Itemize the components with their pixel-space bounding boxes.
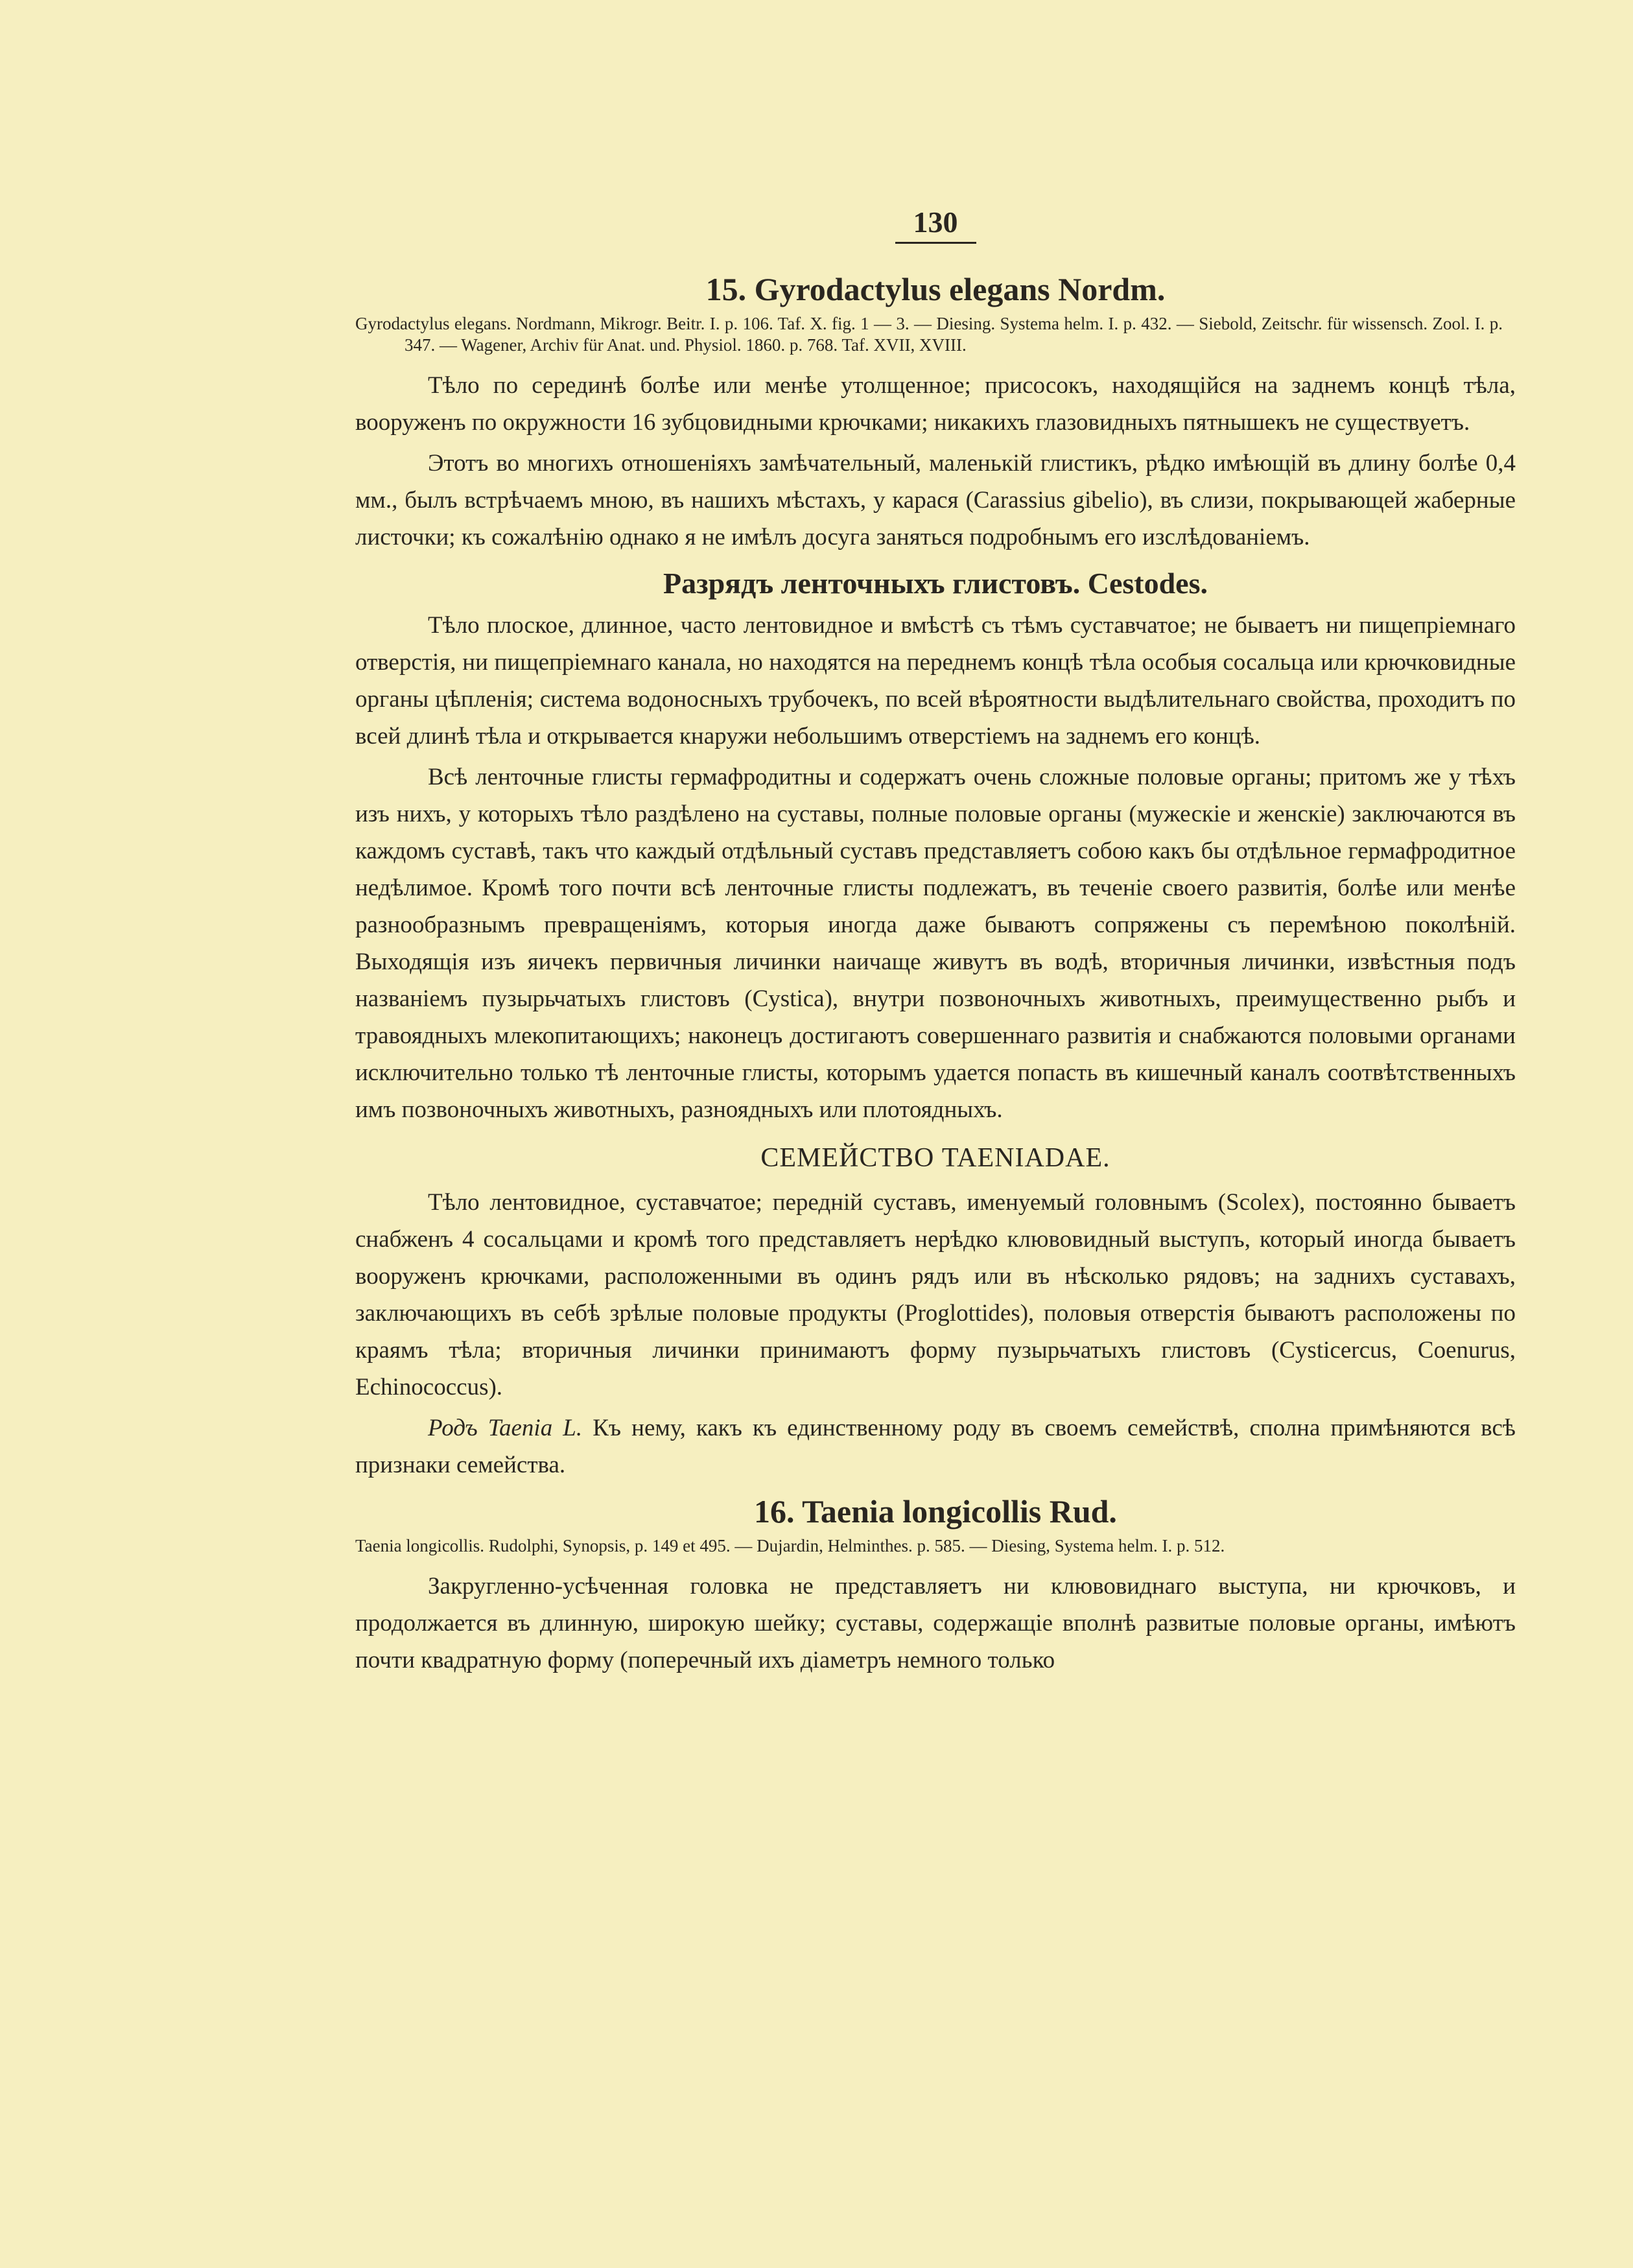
taenia-genus-label: Родъ Taenia L. <box>428 1414 583 1441</box>
page-number-text: 130 <box>895 206 976 244</box>
taeniadae-family-title: СЕМЕЙСТВО TAENIADAE. <box>760 1142 1110 1173</box>
cestodes-description: Тѣло плоское, длинное, часто лентовидное и вмѣстѣ съ тѣмъ суставчатое; не бываетъ ни пищепріемнаго отверстія, ни пищепріемнаго канала, но находятся на переднемъ концѣ тѣла особыя сосальца или крючковидные органы цѣпленія; система водоносныхъ трубочекъ, по всей вѣроятности выдѣлительнаго свойства, проходитъ по всей длинѣ тѣла и открывается кнаружи небольшимъ отверстіемъ на заднемъ его концѣ. <box>355 612 1516 750</box>
page-number <box>355 206 1516 244</box>
species-15-remarks: Этотъ во многихъ отношеніяхъ замѣчательный, маленькій глистикъ, рѣдко имѣющій въ длину болѣе 0,4 мм., былъ встрѣчаемъ мною, въ нашихъ мѣстахъ, у карася (Carassius gibelio), въ слизи, покрывающей жаберные листочки; къ сожалѣнію однако я не имѣлъ досуга заняться подробнымъ его изслѣдованіемъ. <box>355 449 1516 550</box>
species-15-reference: Gyrodactylus elegans. Nordmann, Mikrogr. Beitr. I. p. 106. Taf. X. fig. 1 — 3. — Diesing. Systema helm. I. p. 432. — Siebold, Zeitschr. für wissensch. Zool. I. p. 347. — Wagener, Archiv für Anat. und. Physiol. 1860. p. 768. Taf. XVII, XVIII. <box>355 314 1503 355</box>
cestodes-development: Всѣ ленточные глисты гермафродитны и содержатъ очень сложные половые органы; притомъ же у тѣхъ изъ нихъ, у которыхъ тѣло раздѣлено на суставы, полные половые органы (мужескіе и женскіе) заключаются въ каждомъ суставѣ, такъ что каждый отдѣльный суставъ представляетъ собою какъ бы отдѣльное гермафродитное недѣлимое. Кромѣ того почти всѣ ленточные глисты подлежатъ, въ теченіе своего развитія, болѣе или менѣе разнообразнымъ превращеніямъ, которыя иногда даже бываютъ сопряжены съ перемѣною поколѣній. Выходящія изъ яичекъ первичныя личинки наичаще живутъ въ водѣ, вторичныя личинки, извѣстныя подъ названіемъ пузырьчатыхъ глистовъ (Cystica), внутри позвоночныхъ животныхъ, преимущественно рыбъ и травоядныхъ млекопитающихъ; наконецъ достигаютъ совершеннаго развитія и снабжаются половыми органами исключительно только тѣ ленточные глисты, которымъ удается попасть въ кишечный каналъ соотвѣтственныхъ имъ позвоночныхъ животныхъ, разноядныхъ или плотоядныхъ. <box>355 763 1516 1123</box>
species-16-reference: Taenia longicollis. Rudolphi, Synopsis, p. 149 et 495. — Dujardin, Helminthes. p. 585. — Diesing, Systema helm. I. p. 512. <box>355 1536 1225 1556</box>
species-16-title: 16. Taenia longicollis Rud. <box>754 1493 1117 1530</box>
taenia-genus-text: Къ нему, какъ къ единственному роду въ своемъ семействѣ, сполна примѣняются всѣ признаки семейства. <box>355 1414 1516 1478</box>
cestodes-order-title: Разрядъ ленточныхъ глистовъ. Cestodes. <box>663 566 1208 600</box>
species-16-description: Закругленно-усѣченная головка не представляетъ ни клювовиднаго выступа, ни крючковъ, и продолжается въ длинную, широкую шейку; суставы, содержащіе вполнѣ развитые половые органы, имѣютъ почти квадратную форму (поперечный ихъ діаметръ немного только <box>355 1573 1516 1674</box>
species-15-description: Тѣло по серединѣ болѣе или менѣе утолщенное; присосокъ, находящійся на заднемъ концѣ тѣла, вооруженъ по окружности 16 зубцовидными крючками; никакихъ глазовидныхъ пятнышекъ не существуетъ. <box>355 372 1516 436</box>
species-15-title: 15. Gyrodactylus elegans Nordm. <box>705 270 1166 307</box>
taenia-genus-paragraph <box>355 1410 1516 1484</box>
taeniadae-description: Тѣло лентовидное, суставчатое; передній суставъ, именуемый головнымъ (Scolex), постоянно бываетъ снабженъ 4 сосальцами и кромѣ того представляетъ нерѣдко клювовидный выступъ, который иногда бываетъ вооруженъ крючками, расположенными въ одинъ рядъ или въ нѣсколько рядовъ; на заднихъ суставахъ, заключающихъ въ себѣ зрѣлые половые продукты (Proglottides), половыя отверстія бываютъ расположены по краямъ тѣла; вторичныя личинки принимаютъ форму пузырьчатыхъ глистовъ (Cysticercus, Coenurus, Echinococcus). <box>355 1188 1516 1400</box>
text-column <box>355 206 1516 1683</box>
